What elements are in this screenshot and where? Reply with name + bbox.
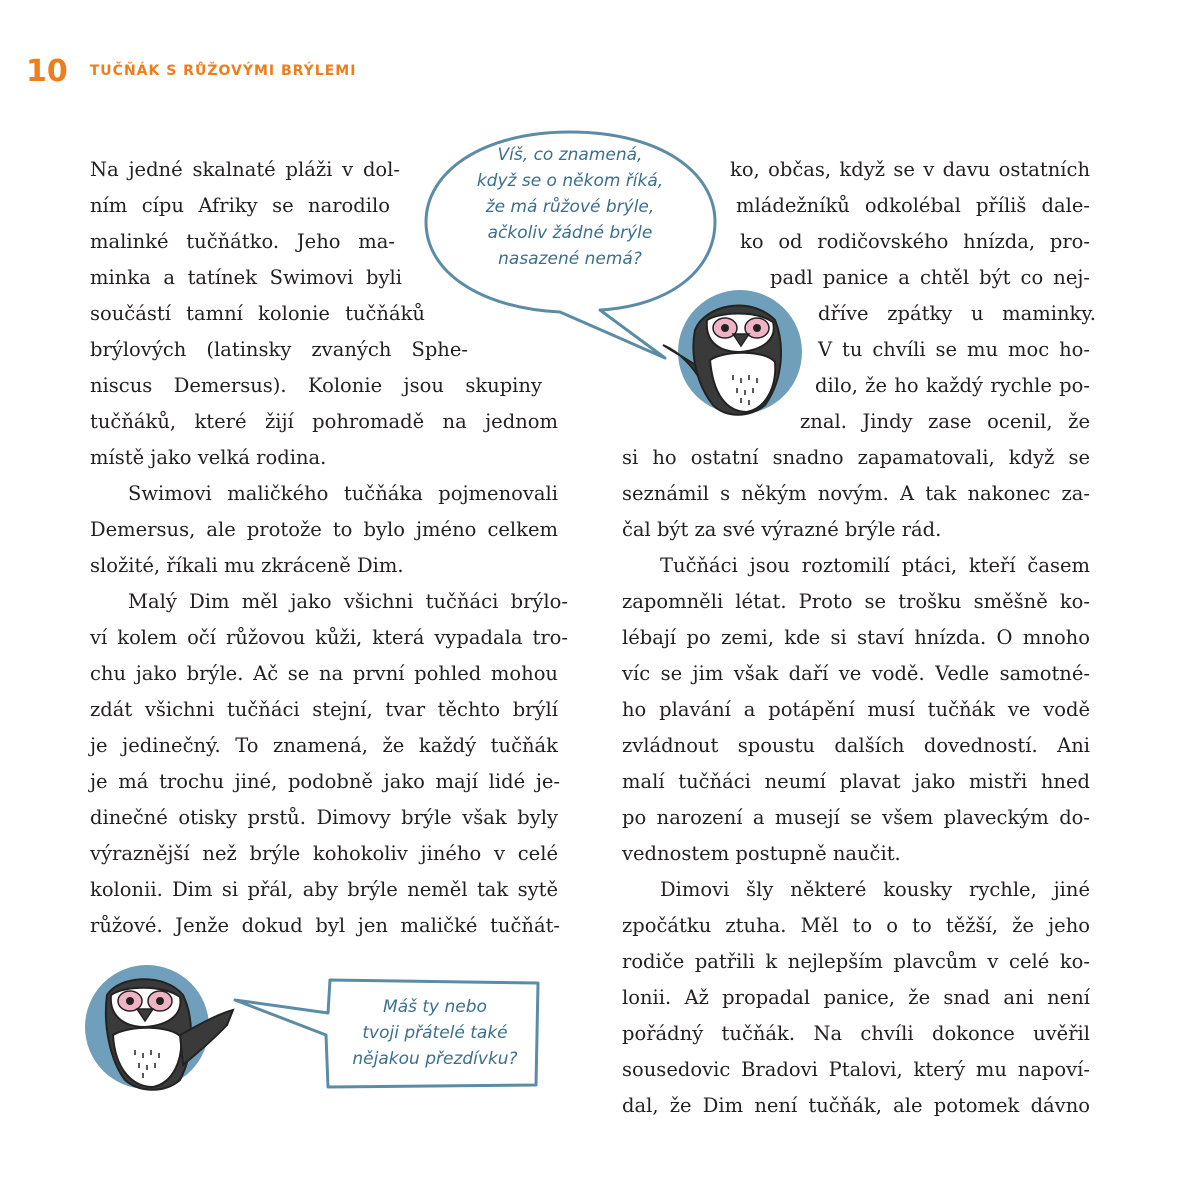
- right-line-27: dal, že Dim není tučňák, ale potomek dávno: [622, 1094, 1090, 1117]
- right-line-7: dilo, že ho každý rychle po-: [815, 374, 1090, 397]
- bubble-top-line-4: ačkoliv žádné brýle: [487, 223, 653, 243]
- left-line-22: růžové. Jenže dokud byl jen maličké tučňát-: [90, 914, 560, 937]
- right-line-8: znal. Jindy zase ocenil, že: [800, 410, 1090, 433]
- right-line-4: padl panice a chtěl být co nej-: [770, 266, 1090, 289]
- right-line-22: zpočátku ztuha. Měl to o to těžší, že jeho: [622, 914, 1090, 937]
- left-line-15: chu jako brýle. Ač se na první pohled mohou: [90, 662, 558, 685]
- right-line-26: sousedovic Bradovi Ptalovi, který mu napoví-: [622, 1058, 1090, 1081]
- left-line-7: niscus Demersus). Kolonie jsou skupiny: [90, 374, 542, 397]
- right-line-2: mládežníků odkolébal příliš dale-: [736, 194, 1090, 217]
- right-line-15: víc se jim však daří ve vodě. Vedle samotné-: [622, 662, 1090, 685]
- left-line-4: minka a tatínek Swimovi byli: [90, 266, 402, 289]
- left-line-20: výraznější než brýle kohokoliv jiného v celé: [90, 842, 558, 865]
- right-line-11: čal být za své výrazné brýle rád.: [622, 518, 942, 541]
- left-line-8: tučňáků, které žijí pohromadě na jednom: [90, 410, 558, 433]
- bubble-bottom-line-3: nějakou přezdívku?: [352, 1049, 518, 1069]
- left-line-5: součástí tamní kolonie tučňáků: [90, 302, 425, 325]
- right-line-1: ko, občas, když se v davu ostatních: [730, 158, 1090, 181]
- right-line-19: po narození a musejí se všem plaveckým do-: [622, 806, 1090, 829]
- bubble-top-line-1: Víš, co znamená,: [497, 145, 643, 165]
- right-line-3: ko od rodičovského hnízda, pro-: [740, 230, 1090, 253]
- right-line-5: dříve zpátky u maminky.: [818, 302, 1096, 325]
- bubble-bottom-line-1: Máš ty nebo: [383, 997, 487, 1017]
- bubble-bottom-line-2: tvoji přátelé také: [362, 1023, 508, 1043]
- right-line-24: lonii. Až propadal panice, že snad ani není: [622, 986, 1090, 1009]
- right-line-25: pořádný tučňák. Na chvíli dokonce uvěřil: [622, 1022, 1090, 1045]
- right-line-16: ho plavání a potápění musí tučňák ve vodě: [622, 698, 1090, 721]
- right-line-13: zapomněli létat. Proto se trošku směšně ko-: [622, 590, 1090, 613]
- right-line-18: malí tučňáci neumí plavat jako mistři hned: [622, 770, 1090, 793]
- left-line-11: Demersus, ale protože to bylo jméno celkem: [90, 518, 558, 541]
- left-line-3: malinké tučňátko. Jeho ma-: [90, 230, 395, 253]
- right-line-14: lébají po zemi, kde si staví hnízda. O mnoho: [622, 626, 1090, 649]
- right-line-6: V tu chvíli se mu moc ho-: [818, 338, 1090, 361]
- right-line-12: Tučňáci jsou roztomilí ptáci, kteří časem: [660, 554, 1090, 577]
- right-line-23: rodiče patřili k nejlepším plavcům v celé ko-: [622, 950, 1090, 973]
- left-line-2: ním cípu Afriky se narodilo: [90, 194, 390, 217]
- page-header: [26, 54, 356, 89]
- left-line-1: Na jedné skalnaté pláži v dol-: [90, 158, 400, 181]
- bubble-top-line-3: že má růžové brýle,: [485, 197, 655, 217]
- page-number: 10: [26, 54, 68, 89]
- running-title: TUČŇÁK S RŮŽOVÝMI BRÝLEMI: [89, 63, 357, 79]
- left-line-16: zdát všichni tučňáci stejní, tvar těchto brýlí: [90, 698, 558, 721]
- left-line-10: Swimovi maličkého tučňáka pojmenovali: [128, 482, 558, 505]
- right-line-9: si ho ostatní snadno zapamatovali, když se: [622, 446, 1090, 469]
- left-line-12: složité, říkali mu zkráceně Dim.: [90, 554, 404, 577]
- penguin-illustration-bottom: [85, 965, 245, 1095]
- right-line-10: seznámil s někým novým. A tak nakonec za-: [622, 482, 1090, 505]
- bubble-top-line-2: když se o někom říká,: [476, 171, 664, 191]
- penguin-illustration-top: [655, 290, 810, 425]
- bubble-top-line-5: nasazené nemá?: [498, 249, 642, 269]
- left-line-18: je má trochu jiné, podobně jako mají lidé je-: [90, 770, 560, 793]
- left-line-19: dinečné otisky prstů. Dimovy brýle však byly: [90, 806, 558, 829]
- left-line-9: místě jako velká rodina.: [90, 446, 327, 469]
- left-line-13: Malý Dim měl jako všichni tučňáci brýlo-: [128, 590, 568, 613]
- left-line-6: brýlových (latinsky zvaných Sphe-: [90, 338, 468, 361]
- left-line-14: ví kolem očí růžovou kůži, která vypadala tro-: [90, 626, 568, 649]
- right-line-20: vednostem postupně naučit.: [622, 842, 901, 865]
- left-line-17: je jedinečný. To znamená, že každý tučňák: [90, 734, 558, 757]
- left-line-21: kolonii. Dim si přál, aby brýle neměl tak sytě: [90, 878, 558, 901]
- right-line-21: Dimovi šly některé kousky rychle, jiné: [660, 878, 1090, 901]
- right-line-17: zvládnout spoustu dalších dovedností. Ani: [622, 734, 1090, 757]
